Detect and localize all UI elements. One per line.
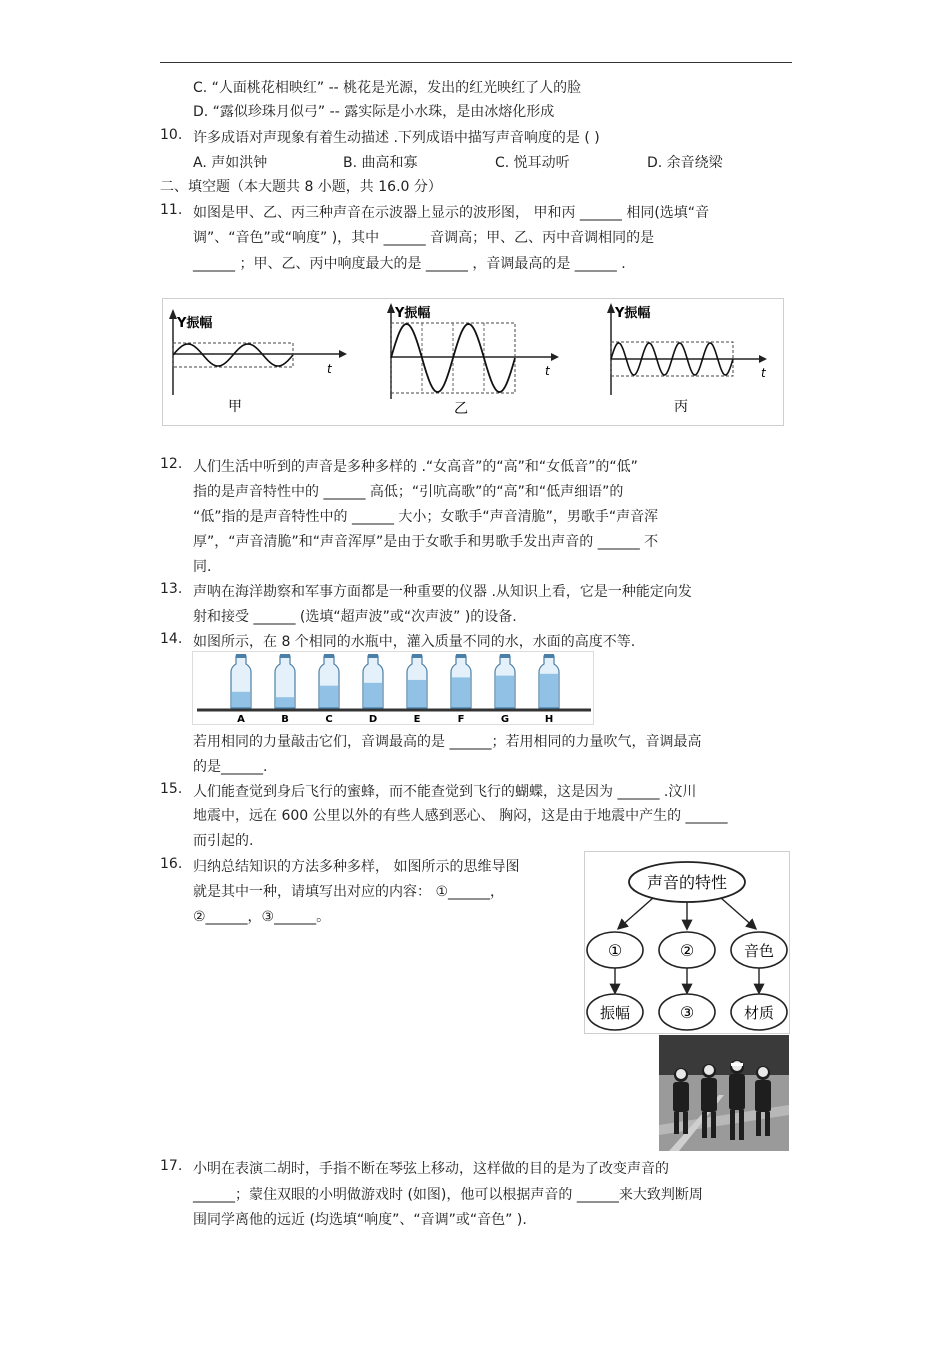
q14-line3: 的是______. bbox=[193, 759, 268, 775]
mindmap-svg bbox=[585, 852, 789, 1033]
mindmap-node-1-label: ① bbox=[607, 941, 623, 960]
bottle-body-F bbox=[451, 656, 471, 708]
photo-svg bbox=[659, 1035, 789, 1151]
yi-t-arrow bbox=[551, 353, 559, 361]
q10-option-c: C. 悦耳动听 bbox=[495, 155, 570, 171]
bottle-body-D bbox=[363, 656, 383, 708]
q16-line3: ②______，③______。 bbox=[193, 909, 331, 925]
yi-name: 乙 bbox=[454, 401, 468, 417]
bottle-body-G bbox=[495, 656, 515, 708]
waveform-yi bbox=[387, 303, 559, 417]
bottle-body-C bbox=[319, 656, 339, 708]
q15-number: 15. bbox=[160, 781, 183, 797]
mindmap-node-3-label: ③ bbox=[679, 1003, 695, 1022]
bottle-H bbox=[539, 654, 559, 724]
jia-t-label: t bbox=[327, 362, 332, 376]
bottle-label-C: C bbox=[325, 714, 333, 724]
mindmap-node-2-label: ② bbox=[679, 941, 695, 960]
waveform-svg bbox=[163, 299, 783, 425]
bottle-D bbox=[363, 654, 383, 724]
waveform-figure bbox=[162, 298, 784, 426]
q17-line2: ______；蒙住双眼的小明做游戏时 (如图)，他可以根据声音的 ______来大致判断周 bbox=[193, 1187, 703, 1203]
blindfold-game-photo bbox=[659, 1035, 789, 1151]
q9-option-c: C. “人面桃花相映红” -- 桃花是光源，发出的红光映红了人的脸 bbox=[193, 80, 582, 96]
jia-y-label: Y振幅 bbox=[177, 316, 213, 331]
q15-line1: 人们能查觉到身后飞行的蜜蜂，而不能查觉到飞行的蝴蝶，这是因为 ______ .汶川 bbox=[193, 784, 697, 800]
waveform-bing bbox=[607, 303, 767, 415]
q11-number: 11. bbox=[160, 202, 183, 218]
q12-number: 12. bbox=[160, 456, 183, 472]
q16-line1: 归纳总结知识的方法多种多样， 如图所示的思维导图 bbox=[193, 859, 520, 875]
q16-number: 16. bbox=[160, 856, 183, 872]
q12-line3: “低”指的是声音特性中的 ______ 大小；女歌手“声音清脆”，男歌手“声音浑 bbox=[193, 509, 659, 525]
bing-y-label: Y振幅 bbox=[615, 306, 651, 321]
q15-line3: 而引起的. bbox=[193, 833, 254, 849]
q12-line4: 厚”，“声音清脆”和“声音浑厚”是由于女歌手和男歌手发出声音的 ______ 不 bbox=[193, 534, 659, 550]
q9-option-d: D. “露似珍珠月似弓” -- 露实际是小水珠，是由冰熔化形成 bbox=[193, 104, 555, 120]
q13-line2: 射和接受 ______ (选填“超声波”或“次声波” )的设备. bbox=[193, 609, 517, 625]
yi-y-arrow bbox=[387, 303, 395, 313]
header-rule bbox=[160, 62, 792, 63]
bottles-svg bbox=[193, 652, 593, 724]
bottle-body-A bbox=[231, 656, 251, 708]
mindmap-node-material-label: 材质 bbox=[743, 1004, 775, 1022]
q11-line1: 如图是甲、乙、丙三种声音在示波器上显示的波形图， 甲和丙 ______ 相同(选填“音 bbox=[193, 205, 710, 221]
jia-name: 甲 bbox=[228, 399, 242, 415]
bottle-B bbox=[275, 654, 295, 724]
bottles-figure bbox=[192, 651, 594, 725]
q16-line2: 就是其中一种，请填写出对应的内容： ①______， bbox=[193, 884, 504, 900]
bottle-body-E bbox=[407, 656, 427, 708]
section-fill-blank-title: 二、填空题（本大题共 8 小题，共 16.0 分） bbox=[160, 179, 442, 195]
bottle-label-H: H bbox=[544, 714, 554, 724]
bottle-label-F: F bbox=[457, 714, 465, 724]
bottle-C bbox=[319, 654, 339, 724]
waveform-jia bbox=[169, 309, 347, 415]
jia-y-arrow bbox=[169, 309, 177, 319]
yi-t-label: t bbox=[545, 364, 550, 378]
yi-y-label: Y振幅 bbox=[395, 306, 431, 321]
bottle-body-B bbox=[275, 656, 295, 708]
mindmap-root-label: 声音的特性 bbox=[646, 873, 728, 892]
bing-t-label: t bbox=[761, 366, 766, 380]
bing-name: 丙 bbox=[674, 399, 688, 415]
bottle-G bbox=[495, 654, 515, 724]
mindmap-node-amplitude-label: 振幅 bbox=[599, 1004, 631, 1022]
bottle-F bbox=[451, 654, 471, 724]
q17-line3: 围同学离他的远近 (均选填“响度”、“音调”或“音色” ). bbox=[193, 1212, 527, 1228]
q14-number: 14. bbox=[160, 631, 183, 647]
q10-number: 10. bbox=[160, 127, 183, 143]
q13-line1: 声呐在海洋勘察和军事方面都是一种重要的仪器 .从知识上看，它是一种能定向发 bbox=[193, 584, 692, 600]
q10-option-b: B. 曲高和寡 bbox=[343, 155, 418, 171]
q12-line1: 人们生活中听到的声音是多种多样的 .“女高音”的“高”和“女低音”的“低” bbox=[193, 459, 638, 475]
jia-wave-path bbox=[173, 344, 293, 366]
q10-stem: 许多成语对声现象有着生动描述 .下列成语中描写声音响度的是 ( ) bbox=[193, 130, 600, 146]
q14-line2: 若用相同的力量敲击它们，音调最高的是 ______；若用相同的力量吹气，音调最高 bbox=[193, 734, 702, 750]
jia-t-arrow bbox=[339, 350, 347, 358]
q10-option-a: A. 声如洪钟 bbox=[193, 155, 268, 171]
q12-line5: 同. bbox=[193, 559, 212, 575]
bottle-label-D: D bbox=[368, 714, 378, 724]
bottle-label-B: B bbox=[281, 714, 289, 724]
q14-line1: 如图所示，在 8 个相同的水瓶中，灌入质量不同的水，水面的高度不等. bbox=[193, 634, 636, 650]
bing-y-arrow bbox=[607, 303, 615, 313]
mindmap-node-timbre-label: 音色 bbox=[743, 942, 775, 960]
q17-line1: 小明在表演二胡时，手指不断在琴弦上移动，这样做的目的是为了改变声音的 bbox=[193, 1161, 669, 1177]
bottle-label-A: A bbox=[237, 714, 245, 724]
mindmap-figure bbox=[584, 851, 790, 1034]
q17-number: 17. bbox=[160, 1158, 183, 1174]
bottle-A bbox=[231, 654, 251, 724]
q15-line2: 地震中，远在 600 公里以外的有些人感到恶心、 胸闷，这是由于地震中产生的 ______ bbox=[193, 808, 728, 824]
q10-option-d: D. 余音绕梁 bbox=[647, 155, 723, 171]
bottle-body-H bbox=[539, 656, 559, 708]
q12-line2: 指的是声音特性中的 ______ 高低；“引吭高歌”的“高”和“低声细语”的 bbox=[193, 484, 624, 500]
q11-line2: 调”、“音色”或“响度” )，其中 ______ 音调高；甲、乙、丙中音调相同的是 bbox=[193, 230, 655, 246]
bottle-E bbox=[407, 654, 427, 724]
q13-number: 13. bbox=[160, 581, 183, 597]
q11-line3: ______ ；甲、乙、丙中响度最大的是 ______ ，音调最高的是 ______ . bbox=[193, 256, 626, 272]
bottle-label-G: G bbox=[500, 714, 510, 724]
bing-t-arrow bbox=[759, 355, 767, 363]
bottle-label-E: E bbox=[413, 714, 421, 724]
